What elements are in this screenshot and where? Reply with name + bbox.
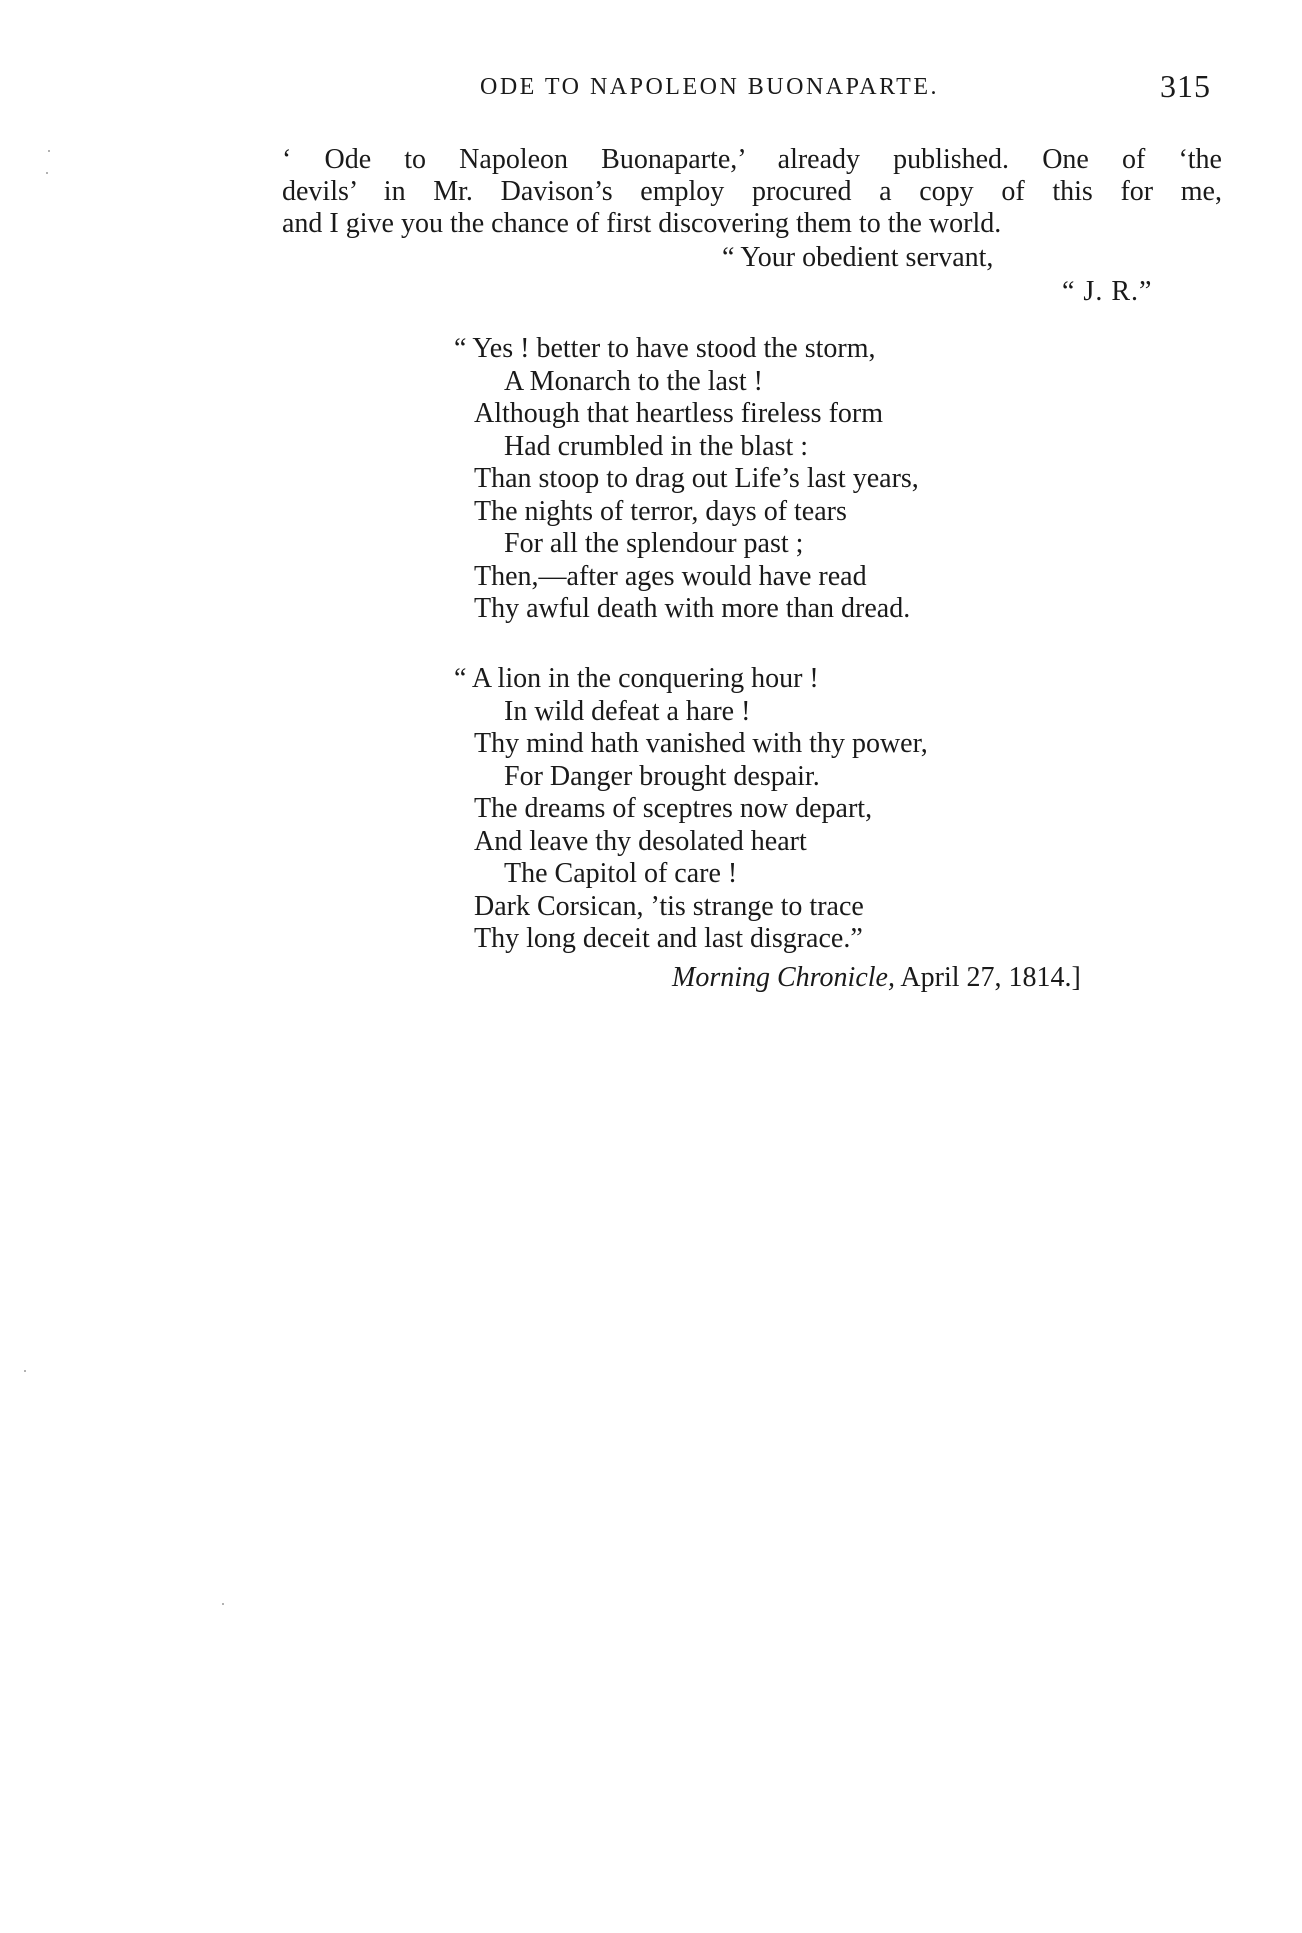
letter-closing: “ Your obedient servant, (722, 242, 994, 273)
verse-line: Then,—after ages would have read (474, 560, 867, 592)
verse-line: The Capitol of care ! (504, 858, 738, 889)
scan-speck (222, 1603, 224, 1605)
poem-stanza-1 (454, 333, 919, 626)
verse-line: Although that heartless fireless form (474, 398, 884, 429)
scan-speck (48, 150, 50, 152)
verse-line: Thy mind hath vanished with thy power, (474, 728, 928, 759)
letter-signature: “ J. R.” (1062, 276, 1153, 307)
page-number: 315 (1160, 68, 1211, 104)
prose-line: devils’ in Mr. Davison’s employ procured a copy of this for me, (282, 176, 1222, 207)
verse-line: “ Yes ! better to have stood the storm, (454, 333, 876, 364)
source-publication: Morning Chronicle, (672, 962, 895, 993)
verse-line: Had crumbled in the blast : (504, 430, 809, 462)
verse-line: A Monarch to the last ! (504, 365, 763, 397)
verse-line: Dark Corsican, ’tis strange to trace (474, 890, 864, 922)
verse-line: The dreams of sceptres now depart, (474, 793, 873, 824)
running-head: ODE TO NAPOLEON BUONAPARTE. (480, 74, 939, 100)
prose-paragraph (282, 144, 1222, 240)
verse-line: For all the splendour past ; (504, 528, 804, 559)
verse-line: “ A lion in the conquering hour ! (454, 663, 819, 694)
verse-line: Thy long deceit and last disgrace.” (474, 923, 863, 954)
scan-speck (46, 172, 48, 174)
prose-line: and I give you the chance of first discovering them to the world. (282, 208, 1002, 239)
verse-line: For Danger brought despair. (504, 760, 820, 792)
source-citation (672, 962, 1081, 994)
verse-line: Thy awful death with more than dread. (474, 593, 911, 624)
verse-line: In wild defeat a hare ! (504, 695, 751, 727)
source-date: April 27, 1814.] (894, 962, 1081, 993)
verse-line: Than stoop to drag out Life’s last years, (474, 463, 919, 494)
scan-speck (24, 1370, 26, 1372)
verse-line: And leave thy desolated heart (474, 825, 807, 857)
poem-stanza-2 (454, 663, 928, 956)
prose-line: ‘ Ode to Napoleon Buonaparte,’ already published. One of ‘the (282, 144, 1222, 175)
verse-line: The nights of terror, days of tears (474, 495, 847, 527)
